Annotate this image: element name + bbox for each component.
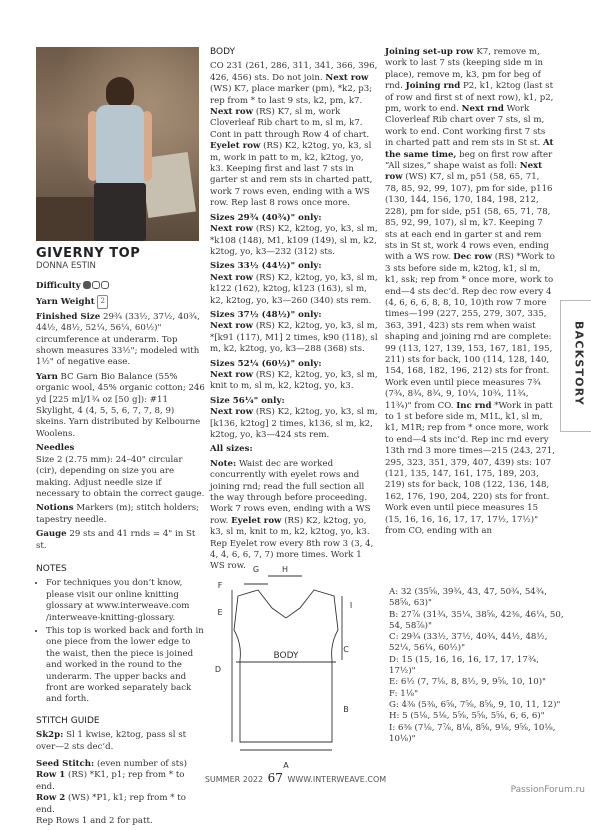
- footer-site: WWW.INTERWEAVE.COM: [287, 775, 387, 784]
- size-instruction-text: (RS) K2, k2tog, yo, k3, sl m, *[k91 (117), M1] 2 times, k90 (118), sl m, k2, k2tog, yo, k3—288 (368) sts.: [210, 321, 378, 355]
- size-block: [210, 396, 378, 442]
- backstory-tab: [560, 300, 591, 432]
- footer-issue: SUMMER 2022: [204, 775, 264, 784]
- row2-label: Row 2: [36, 793, 66, 804]
- model-photo: [36, 47, 199, 241]
- joining-setup-label: Joining set-up row: [385, 47, 474, 57]
- size-heading: Sizes 29¾ (40¾)" only:: [210, 212, 322, 223]
- dec-row-label: Dec row: [453, 252, 493, 263]
- measurements-list: [389, 587, 564, 745]
- gauge-text: 29 sts and 41 rnds = 4" in St st.: [36, 529, 196, 551]
- finished-size-label: Finished Size: [36, 311, 101, 322]
- note-text: Waist dec are worked concurrently with eyelet rows and joining rnd; read the full section all the way through before proceeding. Work 7 rows even, ending with a WS row.: [210, 458, 371, 526]
- measurement-item: D: 15 (15, 16, 16, 16, 17, 17, 17¾, 17½)": [389, 654, 539, 677]
- size-instruction-text: (RS) K2, k2tog, yo, k3, sl m, *k108 (148), M1, k109 (149), sl m, k2, k2tog, yo, k3—232 (312) sts.: [210, 224, 378, 257]
- diagram-label-b: B: [343, 705, 349, 714]
- measurement-item: F: 1⅛": [389, 688, 419, 699]
- all-sizes-heading: All sizes:: [210, 444, 253, 455]
- column-middle: [210, 47, 378, 576]
- size-heading: Sizes 33½ (44½)" only:: [210, 261, 322, 272]
- needles-text: Size 2 (2.75 mm): 24–40" circular (cir), depending on size you are making. Adjust needle size if necessary to obtain the correct gauge.: [36, 454, 205, 499]
- eyelet-row-label: Eyelet row: [210, 141, 261, 152]
- seed-stitch-label: Seed Stitch:: [36, 759, 95, 770]
- body-rib-row: (RS) K7, sl m, work Cloverleaf Rib chart to m, sl m, k7. Cont in patt through Row 4 of chart.: [210, 107, 370, 140]
- yarn-text: BC Garn Bio Balance (55% organic wool, 45% organic cotton; 246 yd [225 m]/1¾ oz [50 g]): #11 Skylight, 4 (4, 5, 5, 6, 7, 7, 8, 9) skeins. Yarn distributed by Kelbourne Woolens.: [36, 371, 205, 439]
- list-item: • For techniques you don’t know, please visit our online knitting glossary at www.interweave.com /interweave-knitting-glossary.: [46, 578, 206, 624]
- page-footer: [0, 771, 591, 785]
- seed-stitch-text: (even number of sts): [96, 759, 187, 770]
- size-block: [210, 310, 378, 356]
- size-block: [210, 359, 378, 393]
- notions-label: Notions: [36, 503, 74, 514]
- body-heading: BODY: [210, 47, 236, 57]
- joining-rnd-label: Joining rnd: [405, 81, 461, 92]
- column-left: [36, 248, 206, 830]
- next-row-label: Next row: [210, 224, 254, 235]
- measurement-item: C: 29¾ (33½, 37½, 40¾, 44½, 48½, 52¼, 56¼, 60½)": [389, 632, 548, 654]
- size-instruction-text: (RS) K2, k2tog, yo, k3, sl m, [k136, k2tog] 2 times, k136, sl m, k2, k2tog, yo, k3—424 sts rem.: [210, 407, 378, 440]
- dec-row-text: (RS) *Work to 3 sts before side m, k2tog, k1, sl m, k1, ssk; rep from * once more, work to end—4 sts dec’d. Rep dec row every 4 (4, 6, 6, 6, 8, 8, 10, 10)th row 7 more times—199 (227, 255, 279, 307, 335, 363, 391, 423) sts rem when waist shaping and joining rnd are complete: 99 (113, 127, 139, 153, 167, 181, 195, 211) sts for back, 100 (114, 128, 140, 154, 168, 182, 196, 212) sts for front. Work even until piece measures 7¾ (7¾, 8¾, 8¾, 9, 10¼, 10¾, 11¾, 11¾)" from CO.: [385, 252, 555, 411]
- next-row-label: Next row: [210, 107, 254, 118]
- diagram-label-i: I: [349, 601, 353, 610]
- sk2p-text: Sl 1 kwise, k2tog, pass sl st over—2 sts dec’d.: [36, 730, 187, 752]
- size-instruction-text: (RS) K2, k2tog, yo, k3, sl m, k122 (162), k2tog, k123 (163), sl m, k2, k2tog, yo, k3—260 (340) sts rem.: [210, 272, 378, 306]
- difficulty-dot-icon: [83, 281, 91, 289]
- next-row-label: Next row: [210, 369, 254, 380]
- size-heading: Sizes 37½ (48½)" only:: [210, 309, 322, 320]
- difficulty-rating: [83, 281, 110, 291]
- diagram-body-label: BODY: [273, 651, 299, 661]
- measurement-item: A: 32 (35⅝, 39¾, 43, 47, 50¾, 54¾, 58⅝, 63)": [389, 587, 547, 609]
- eyelet-row-label: Eyelet row: [231, 515, 282, 526]
- next-row-label: Next row: [210, 272, 254, 283]
- watermark: PassionForum.ru: [510, 785, 585, 795]
- list-item: • This top is worked back and forth in one piece from the lower edge to the waist, then the piece is joined and worked in the round to the underarm. The upper backs and front are worked separately back and forth.: [46, 626, 206, 706]
- difficulty-dot-icon: [101, 281, 109, 289]
- same-time-text: beg on first row after “All sizes,” shape waist as foll:: [385, 149, 553, 172]
- pattern-author: DONNA ESTIN: [36, 261, 96, 272]
- size-block: [210, 261, 378, 307]
- size-block: [210, 213, 378, 259]
- notes-list: [36, 578, 206, 705]
- inc-rnd-text: *Work in patt to 1 st before side m, M1L, k1, sl m, k1, M1R; rep from * once more, work to end—4 sts inc’d. Rep inc rnd every 13th rnd 3 more times—215 (243, 271, 295, 323, 351, 379, 407, 439) sts: 107 (121, 135, 147, 161, 175, 189, 203, 219) sts for back, 108 (122, 136, 148, 162, 176, 190, 204, 220) sts for front. Work even until piece measures 15 (15, 16, 16, 16, 17, 17, 17½, 17½)" from CO, ending with an: [385, 400, 555, 537]
- notions-text: Markers (m); stitch holders; tapestry needle.: [36, 503, 200, 525]
- next-rnd-text: Work Cloverleaf Rib chart over 7 sts, sl m, work to end. Cont working first 7 sts in charted patt and rem sts in St st.: [385, 104, 546, 149]
- size-instructions: [210, 213, 378, 442]
- yarn-label: Yarn: [36, 371, 58, 382]
- eyelet-row-text: (RS) K2, k2tog, yo, k3, sl m, knit to m, k2, k2tog, yo, k3. Rep Eyelet row every 8th row 3 (3, 4, 4, 4, 6, 6, 7, 7) more times. Work 1 WS row.: [210, 515, 374, 572]
- note-label: Note:: [210, 458, 237, 469]
- row2-text: (WS) *P1, k1; rep from * to end.: [36, 793, 186, 815]
- difficulty-label: Difficulty: [36, 280, 81, 291]
- sk2p-label: Sk2p:: [36, 730, 64, 741]
- measurement-item: G: 4⅜ (5⅜, 6⅝, 7⅝, 8⅝, 9, 10, 11, 12)": [389, 699, 561, 710]
- page-number: 67: [267, 771, 283, 785]
- diagram-label-g: G: [252, 565, 260, 574]
- joining-rnd-text: P2, k1, k2tog (last st of row and first st of next row), k1, p2, pm, work to end.: [385, 81, 554, 115]
- gauge-label: Gauge: [36, 529, 67, 540]
- yarn-weight-label: Yarn Weight: [36, 297, 95, 308]
- finished-size-text: 29¾ (33½, 37½, 40¾, 44½, 48½, 52¼, 56¼, 60½)" circumference at underarm. Top shown measures 33½"; modeled with 1½" of negative ease.: [36, 311, 200, 368]
- row1-text: (RS) *K1, p1; rep from * to end.: [36, 770, 185, 792]
- diagram-label-h: H: [281, 565, 289, 574]
- measurement-item: H: 5 (5⅛, 5⅛, 5⅝, 5⅝, 5⅝, 6, 6, 6)": [389, 711, 545, 722]
- size-heading: Sizes 52¼ (60½)" only:: [210, 358, 322, 369]
- schematic-diagram: [206, 560, 386, 780]
- next-row-label: Next row: [210, 407, 254, 418]
- diagram-label-c: C: [343, 645, 349, 654]
- joining-setup-text: K7, remove m, work to last 7 sts (keeping side m in place), remove m, k3, pm for beg of rnd.: [385, 47, 543, 92]
- same-time-label: At the same time,: [385, 138, 554, 160]
- body-cast-on: CO 231 (261, 286, 311, 341, 366, 396, 426, 456) sts. Do not join.: [210, 61, 378, 83]
- stitch-guide-heading: STITCH GUIDE: [36, 715, 100, 726]
- next-row-label: Next row: [325, 72, 369, 83]
- column-right: [385, 47, 555, 540]
- difficulty-dot-icon: [92, 281, 100, 289]
- size-instruction-text: (RS) K2, k2tog, yo, k3, sl m, knit to m, sl m, k2, k2tog, yo, k3.: [210, 369, 378, 392]
- yarn-weight-icon: 2: [97, 295, 107, 308]
- body-eyelet-text: (RS) K2, k2tog, yo, k3, sl m, work in patt to m, k2, k2tog, yo, k3. Keeping first and last 7 sts in garter st and rem sts in charted patt, work 7 rows even, ending with a WS row. Rep last 8 rows once more.: [210, 141, 373, 209]
- next-rnd-label: Next rnd: [461, 104, 504, 115]
- diagram-label-a: A: [283, 761, 289, 770]
- next-row-label: Next row: [210, 321, 254, 332]
- measurement-item: B: 27⅞ (31¾, 35¼, 38⅝, 42⅜, 46¼, 50, 54, 58⅞)": [389, 609, 564, 631]
- pattern-title: GIVERNY TOP: [36, 246, 141, 261]
- needles-label: Needles: [36, 443, 75, 454]
- backstory-label: BACKSTORY: [572, 321, 586, 406]
- measurement-item: E: 6½ (7, 7⅛, 8, 8½, 9, 9⅝, 10, 10)": [389, 677, 546, 688]
- inc-rnd-label: Inc rnd: [456, 400, 492, 411]
- row1-label: Row 1: [36, 770, 66, 781]
- diagram-label-d: D: [214, 665, 222, 674]
- size-heading: Size 56¼" only:: [210, 395, 285, 406]
- diagram-label-e: E: [217, 608, 223, 617]
- next-row-text: (WS) K7, sl m, p51 (58, 65, 71, 78, 85, 92, 99, 107), pm for side, p116 (130, 144, 156, 170, 184, 198, 212, 228), pm for side, p51 (58, 65, 71, 78, 85, 92, 99, 107), sl m, k7. Keeping 7 sts at each end in garter st and rem sts in St st, work 4 rows even, ending with a WS row.: [385, 172, 553, 263]
- body-setup-row: (WS) K7, place marker (pm), *k2, p3; rep from * to last 9 sts, k2, pm, k7.: [210, 84, 373, 106]
- next-row-label: Next row: [385, 161, 543, 183]
- repeat-text: Rep Rows 1 and 2 for patt.: [36, 816, 153, 827]
- diagram-label-f: F: [217, 581, 223, 590]
- measurement-item: I: 6⅜ (7⅛, 7⅞, 8⅛, 8⅝, 9⅛, 9⅝, 10⅛, 10⅛)": [389, 722, 556, 744]
- notes-heading: NOTES: [36, 563, 67, 574]
